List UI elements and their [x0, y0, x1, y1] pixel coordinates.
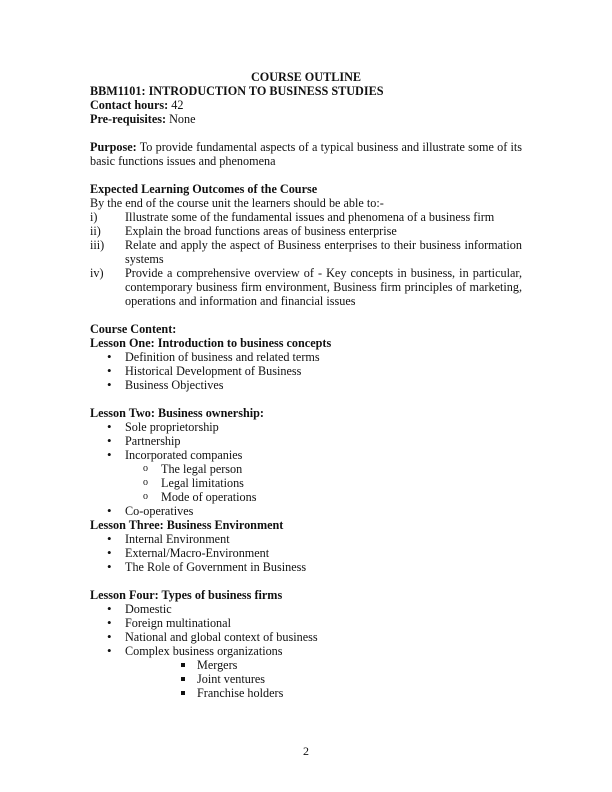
contact-hours: [90, 98, 522, 112]
list-item: • National and global context of business: [90, 630, 522, 644]
list-item: • The Role of Government in Business: [90, 560, 522, 574]
lesson-title: Lesson Four: Types of business firms: [90, 588, 283, 602]
lesson-list: [90, 532, 522, 574]
outcome-item: [90, 224, 522, 238]
lesson-list: [90, 420, 522, 518]
lesson-title: Lesson Three: Business Environment: [90, 518, 284, 532]
list-item: • Incorporated companies: [90, 448, 522, 462]
outcome-number: ii): [90, 224, 101, 238]
list-item: • Historical Development of Business: [90, 364, 522, 378]
list-item: • Internal Environment: [90, 532, 522, 546]
list-item: • Complex business organizations: [90, 644, 522, 658]
outcome-text: Relate and apply the aspect of Business enterprises to their business information systems: [125, 238, 522, 266]
list-item: • Business Objectives: [90, 378, 522, 392]
sub-list-item: Mergers: [90, 658, 522, 672]
content-heading: Course Content:: [90, 322, 177, 336]
outcomes-intro: By the end of the course unit the learners should be able to:-: [90, 196, 384, 210]
purpose-label: Purpose:: [90, 140, 137, 154]
outcome-item: [90, 238, 522, 266]
sub-list-item: o The legal person: [90, 462, 522, 476]
purpose: [90, 140, 522, 168]
outcome-item: [90, 210, 522, 224]
prerequisites-value: None: [166, 112, 196, 126]
list-item: • Foreign multinational: [90, 616, 522, 630]
lesson-list: [90, 350, 522, 392]
outcome-text: Illustrate some of the fundamental issues and phenomena of a business firm: [125, 210, 495, 224]
list-item: • Domestic: [90, 602, 522, 616]
lesson-list: [90, 602, 522, 700]
outcome-number: i): [90, 210, 98, 224]
prerequisites: [90, 112, 522, 126]
list-item: • Definition of business and related terms: [90, 350, 522, 364]
lesson-title: Lesson One: Introduction to business concepts: [90, 336, 332, 350]
lesson-title: Lesson Two: Business ownership:: [90, 406, 264, 420]
document-page: [90, 70, 522, 700]
course-title: BBM1101: INTRODUCTION TO BUSINESS STUDIES: [90, 84, 384, 98]
prerequisites-label: Pre-requisites:: [90, 112, 167, 126]
contact-hours-value: 42: [168, 98, 184, 112]
outcome-number: iv): [90, 266, 104, 280]
list-item: • External/Macro-Environment: [90, 546, 522, 560]
outcome-text: Provide a comprehensive overview of - Key concepts in business, in particular, contemporary business firm environment, Business firm principles of marketing, operations and information and financial issues: [125, 266, 522, 308]
list-item: • Co-operatives: [90, 504, 522, 518]
sub-list-item: o Legal limitations: [90, 476, 522, 490]
outcome-text: Explain the broad functions areas of business enterprise: [125, 224, 397, 238]
list-item: • Sole proprietorship: [90, 420, 522, 434]
sub-list-item: o Mode of operations: [90, 490, 522, 504]
page-number: 2: [303, 744, 309, 758]
list-item: • Partnership: [90, 434, 522, 448]
contact-hours-label: Contact hours:: [90, 98, 169, 112]
page-title: COURSE OUTLINE: [250, 70, 362, 84]
outcomes-heading: Expected Learning Outcomes of the Course: [90, 182, 318, 196]
outcome-item: [90, 266, 522, 308]
outcome-number: iii): [90, 238, 105, 252]
sub-list-item: Franchise holders: [90, 686, 522, 700]
purpose-text: To provide fundamental aspects of a typical business and illustrate some of its basic functions issues and phenomena: [90, 140, 522, 168]
sub-list-item: Joint ventures: [90, 672, 522, 686]
